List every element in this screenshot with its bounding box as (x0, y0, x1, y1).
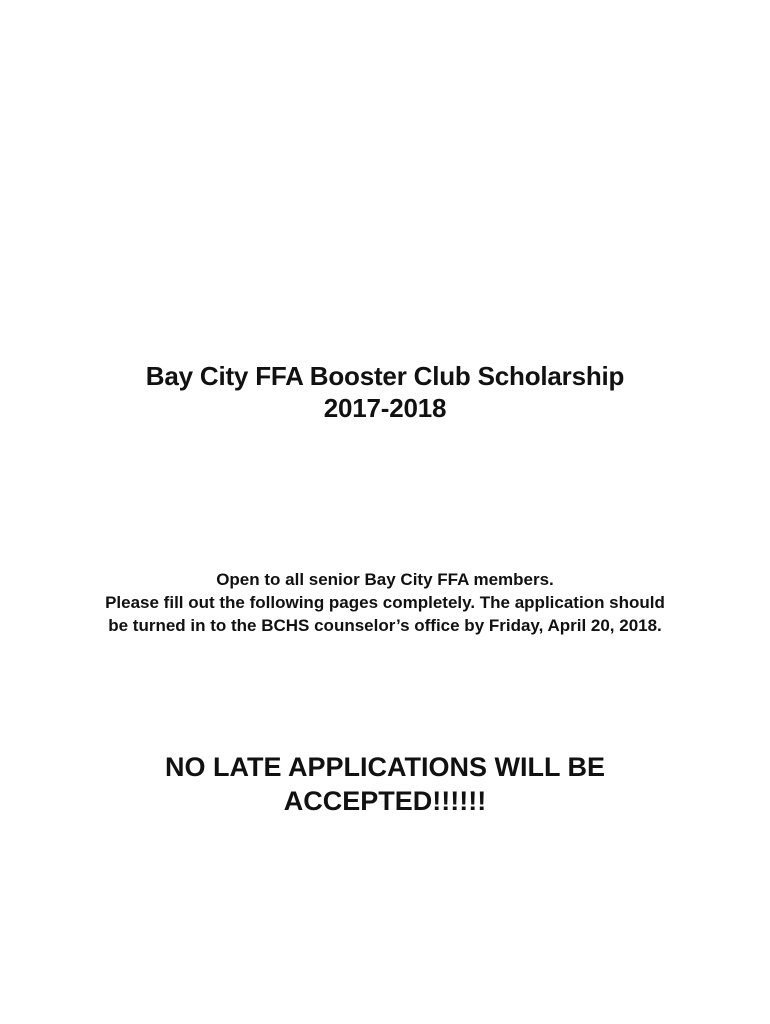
title-line-1: Bay City FFA Booster Club Scholarship (145, 361, 625, 391)
instructions-line-2: Please fill out the following pages completely. The application should (105, 593, 665, 612)
title-year: 2017-2018 (323, 393, 447, 423)
document-title (0, 360, 770, 424)
instructions-line-3: be turned in to the BCHS counselor’s office by Friday, April 20, 2018. (108, 616, 662, 635)
instructions-line-1: Open to all senior Bay City FFA members. (216, 570, 554, 589)
warning-line-1: NO LATE APPLICATIONS WILL BE (165, 752, 605, 782)
instructions-paragraph (0, 568, 770, 637)
late-applications-warning (0, 750, 770, 818)
warning-line-2: ACCEPTED!!!!!! (283, 786, 487, 816)
